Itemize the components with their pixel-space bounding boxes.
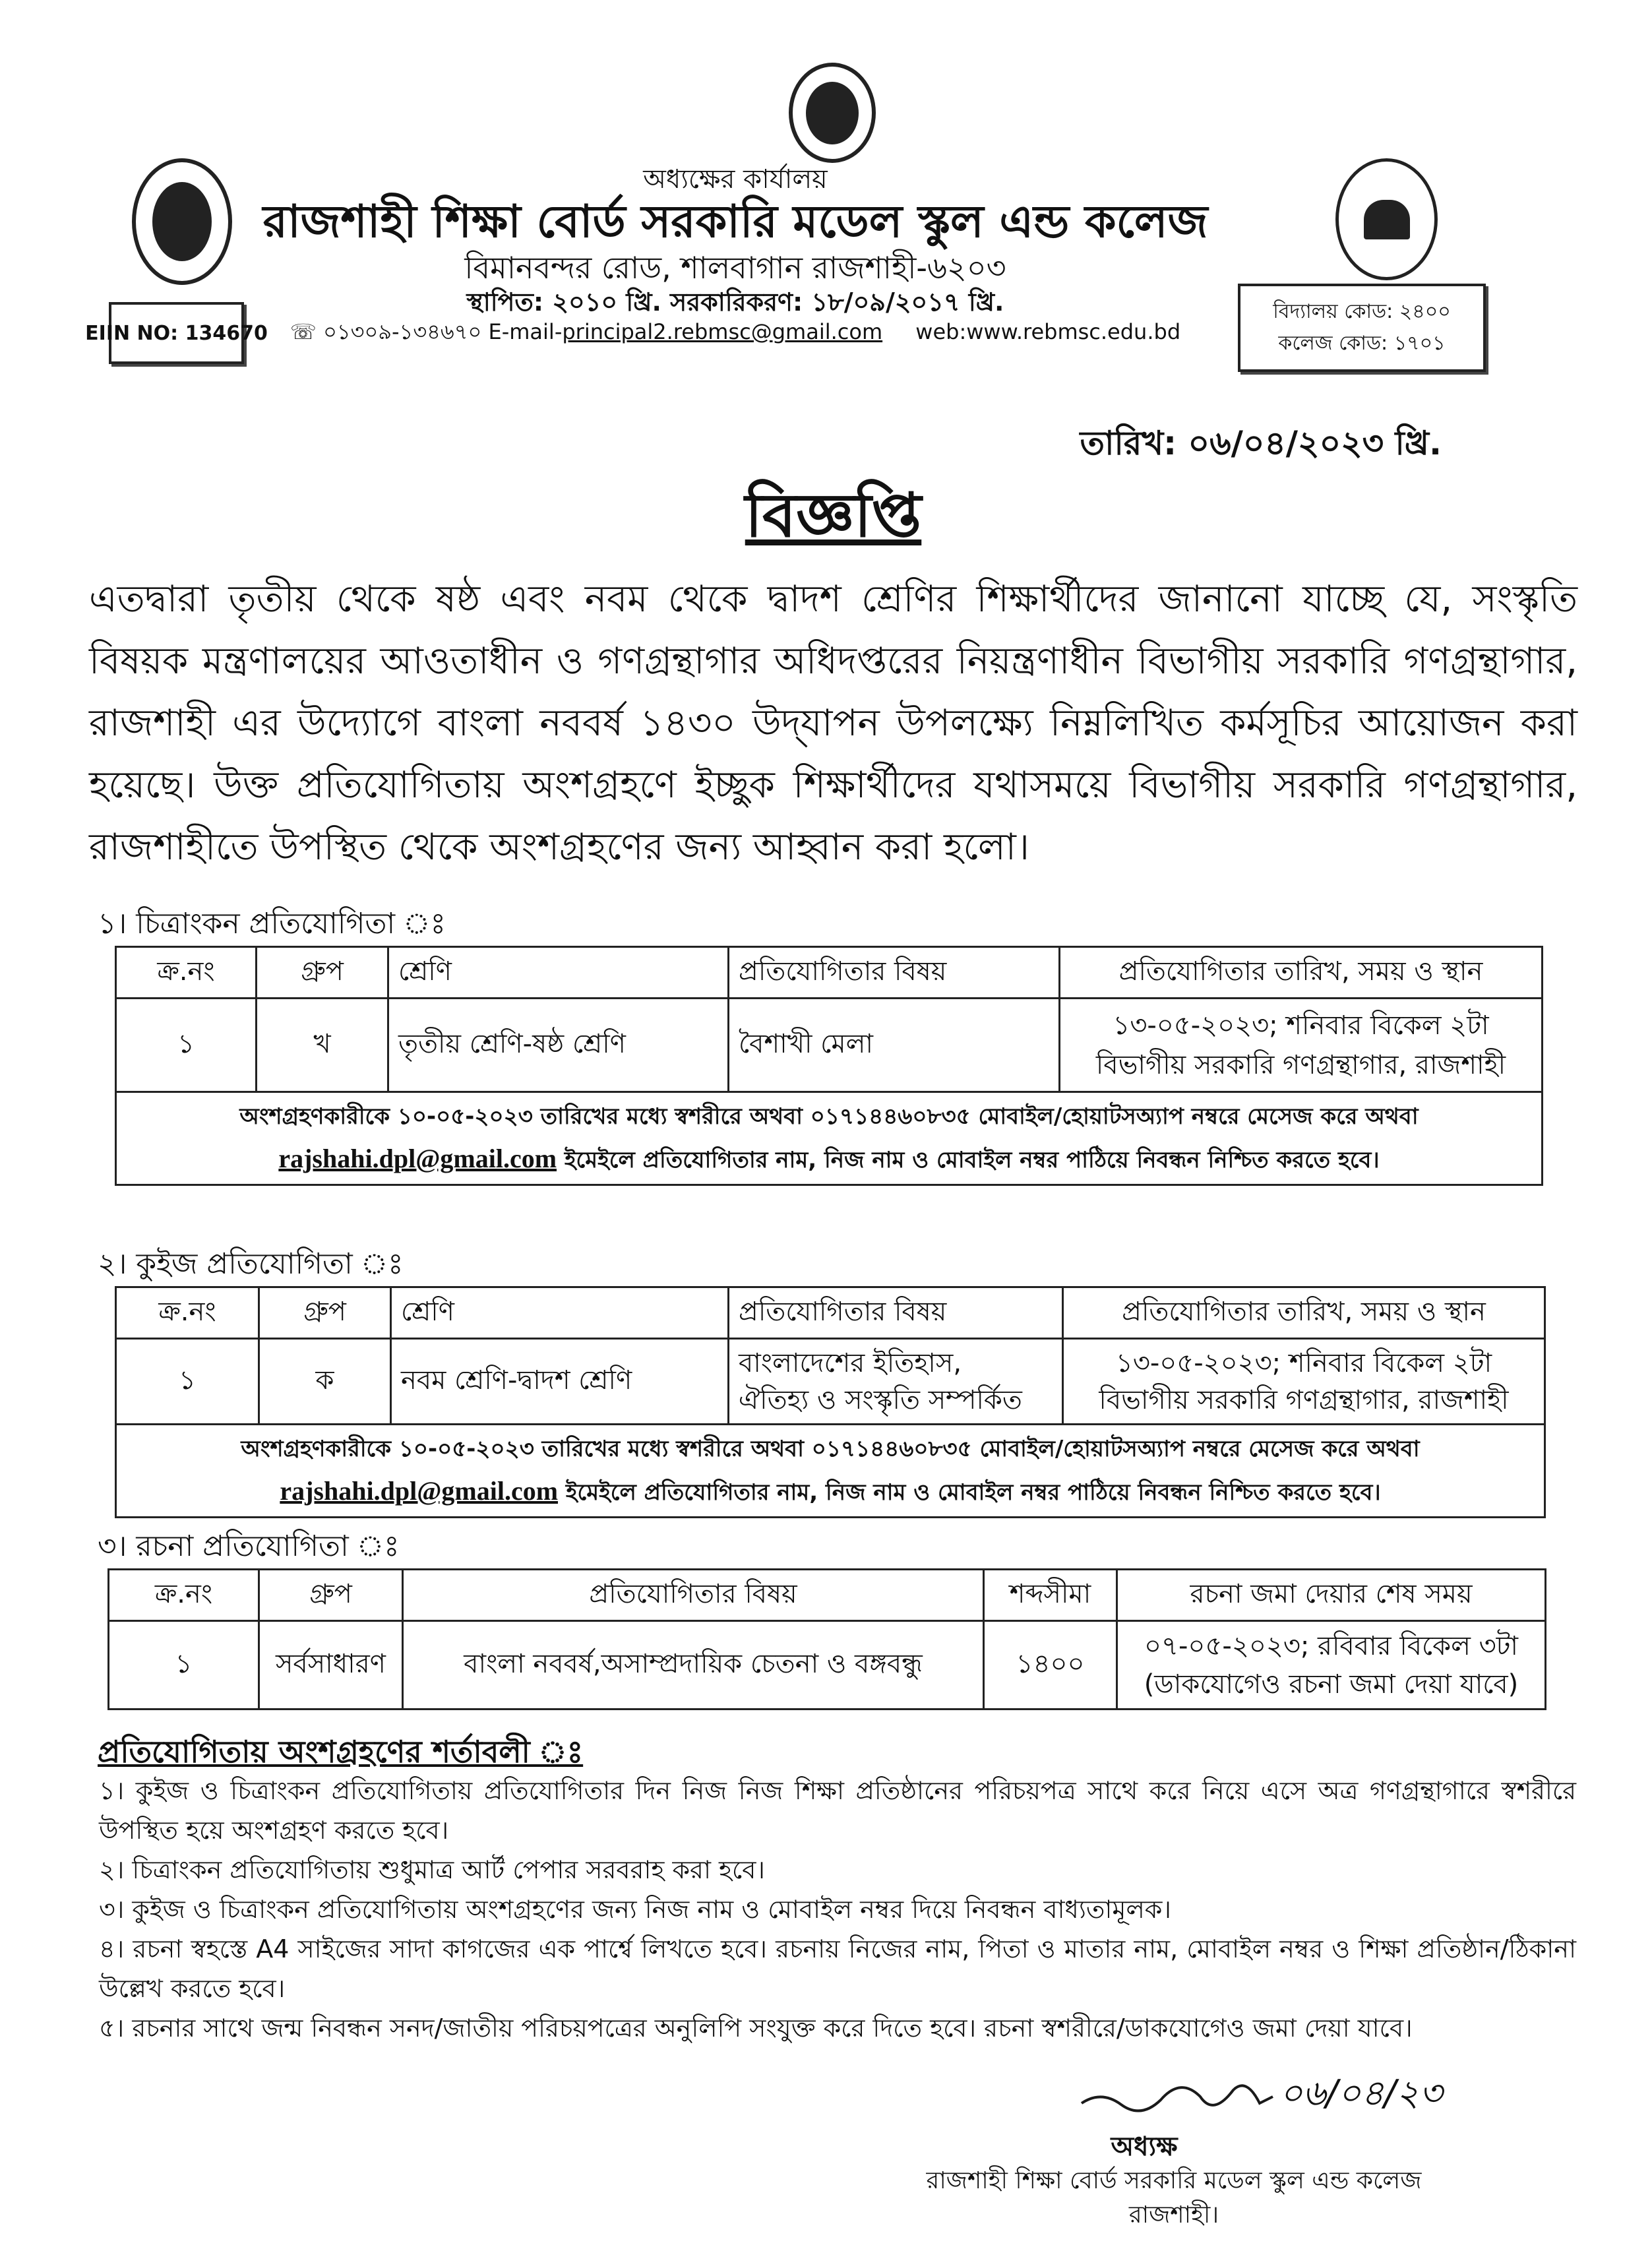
topic: বাংলা নববর্ষ,অসাম্প্রদায়িক চেতনা ও বঙ্গবন্ধু [403, 1621, 984, 1710]
col-topic: প্রতিযোগিতার বিষয় [729, 947, 1060, 999]
notice-content [89, 422, 1577, 2233]
email-label: E-mail- [488, 319, 563, 344]
signature-block [910, 2064, 1442, 2233]
col-serial: ক্র.নং [109, 1570, 259, 1621]
note-line: ইমেইলে প্রতিযোগিতার নাম, নিজ নাম ও মোবাইল নম্বর পাঠিয়ে নিবন্ধন নিশ্চিত করতে হবে। [565, 1479, 1381, 1506]
condition-item: ১। কুইজ ও চিত্রাংকন প্রতিযোগিতায় প্রতিযোগিতার দিন নিজ নিজ শিক্ষা প্রতিষ্ঠানের পরিচয়পত্র সাথে করে নিয়ে এসে অত্র গণগ্রন্থাগারে স্বশরীরে উপস্থিত হয়ে অংশগ্রহণ করতে হবে। [99, 1776, 1576, 1845]
conditions-list [99, 1771, 1576, 2048]
col-topic: প্রতিযোগিতার বিষয় [729, 1287, 1063, 1339]
schedule [1063, 1339, 1545, 1425]
condition-item: ৩। কুইজ ও চিত্রাংকন প্রতিযোগিতায় অংশগ্রহণের জন্য নিজ নাম ও মোবাইল নম্বর দিয়ে নিবন্ধন বাধ্যতামূলক। [99, 1895, 1171, 1924]
section-2-heading: ২। কুইজ প্রতিযোগিতা ঃ [98, 1247, 404, 1281]
education-board-logo-icon [132, 158, 232, 285]
email-link[interactable]: principal2.rebmsc@gmail.com [562, 319, 883, 344]
col-group: গ্রুপ [259, 1570, 403, 1621]
notice-body: এতদ্বারা তৃতীয় থেকে ষষ্ঠ এবং নবম থেকে দ্বাদশ শ্রেণির শিক্ষার্থীদের জানানো যাচ্ছে যে, সংস্কৃতি বিষয়ক মন্ত্রণালয়ের আওতাধীন ও গণগ্রন্থাগার অধিদপ্তরের নিয়ন্ত্রণাধীন বিভাগীয় সরকারি গণগ্রন্থাগার, রাজশাহী এর উদ্যোগে বাংলা নববর্ষ ১৪৩০ উদ্‌যাপন উপলক্ষ্যে নিম্নলিখিত কর্মসূচির আয়োজন করা হয়েছে। উক্ত প্রতিযোগিতায় অংশগ্রহণে ইচ্ছুক শিক্ষার্থীদের যথাসময়ে বিভাগীয় সরকারি গণগ্রন্থাগার, রাজশাহীতে উপস্থিত থেকে অংশগ্রহণের জন্য আহ্বান করা হলো। [89, 578, 1577, 869]
quiz-competition-table [115, 1286, 1546, 1518]
deadline-date: ০৭-০৫-২০২৩; রবিবার বিকেল ৩টা [1144, 1630, 1519, 1661]
signatory-designation: অধ্যক্ষ [1111, 2132, 1178, 2162]
signatory-institution: রাজশাহী শিক্ষা বোর্ড সরকারি মডেল স্কুল এন্ড কলেজ [926, 2167, 1422, 2194]
eiin-number: EIIN NO: 134670 [85, 321, 268, 345]
note-line: ইমেইলে প্রতিযোগিতার নাম, নিজ নাম ও মোবাইল নম্বর পাঠিয়ে নিবন্ধন নিশ্চিত করতে হবে। [564, 1147, 1380, 1173]
col-serial: ক্র.নং [116, 1287, 259, 1339]
deadline-note: (ডাকযোগেও রচনা জমা দেয়া যাবে) [1144, 1669, 1519, 1700]
government-seal-icon [789, 63, 876, 163]
note-email[interactable]: rajshahi.dpl@gmail.com [278, 1144, 557, 1173]
col-schedule: প্রতিযোগিতার তারিখ, সময় ও স্থান [1063, 1287, 1545, 1339]
section-1-heading: ১। চিত্রাংকন প্রতিযোগিতা ঃ [98, 907, 446, 940]
signature-date: ০৬/০৪/২৩ [1279, 2072, 1442, 2114]
condition-item: ৫। রচনার সাথে জন্ম নিবন্ধন সনদ/জাতীয় পরিচয়পত্রের অনুলিপি সংযুক্ত করে দিতে হবে। রচনা স্বশরীরে/ডাকযোগেও জমা দেয়া যাবে। [99, 2014, 1413, 2043]
college-code: কলেজ কোড: ১৭০১ [1278, 332, 1446, 355]
schedule-venue: বিভাগীয় সরকারি গণগ্রন্থাগার, রাজশাহী [1099, 1384, 1509, 1415]
topic [729, 1339, 1063, 1425]
col-class: শ্রেণি [391, 1287, 729, 1339]
code-box [1238, 284, 1486, 372]
section-3-heading: ৩। রচনা প্রতিযোগিতা ঃ [98, 1529, 400, 1563]
word-limit: ১৪০০ [984, 1621, 1117, 1710]
topic-line: ঐতিহ্য ও সংস্কৃতি সম্পর্কিত [739, 1384, 1022, 1415]
condition-item: ৪। রচনা স্বহস্তে A4 সাইজের সাদা কাগজের এক পার্শ্বে লিখতে হবে। রচনায় নিজের নাম, পিতা ও মাতার নাম, মোবাইল নম্বর ও শিক্ষা প্রতিষ্ঠান/ঠিকানা উল্লেখ করতে হবে। [99, 1934, 1576, 2003]
col-class: শ্রেণি [388, 947, 729, 999]
schedule [1060, 999, 1543, 1092]
serial: ১ [109, 1621, 259, 1710]
col-schedule: প্রতিযোগিতার তারিখ, সময় ও স্থান [1060, 947, 1543, 999]
letterhead [244, 164, 1227, 346]
phone-icon: ☏ [290, 319, 324, 344]
serial: ১ [116, 999, 257, 1092]
essay-competition-table [107, 1568, 1546, 1710]
class: তৃতীয় শ্রেণি-ষষ্ঠ শ্রেণি [388, 999, 729, 1092]
notice-date: তারিখ: ০৬/০৪/২০২৩ খ্রি. [1080, 424, 1442, 462]
deadline [1117, 1621, 1546, 1710]
schedule-venue: বিভাগীয় সরকারি গণগ্রন্থাগার, রাজশাহী [1095, 1049, 1506, 1080]
class: নবম শ্রেণি-দ্বাদশ শ্রেণি [391, 1339, 729, 1425]
established: স্থাপিত: ২০১০ খ্রি. সরকারিকরণ: ১৮/০৯/২০১৭ খ্রি. [466, 288, 1004, 317]
notice-title: বিজ্ঞপ্তি [745, 480, 922, 551]
col-word-limit: শব্দসীমা [984, 1570, 1117, 1621]
school-code: বিদ্যালয় কোড: ২৪০০ [1273, 300, 1451, 323]
school-logo-icon [1335, 158, 1438, 280]
col-topic: প্রতিযোগিতার বিষয় [403, 1570, 984, 1621]
phone: ০১৩০৯-১৩৪৬৭০ [323, 319, 482, 344]
registration-note [116, 1425, 1545, 1518]
group: ক [259, 1339, 391, 1425]
schedule-date: ১৩-০৫-২০২৩; শনিবার বিকেল ২টা [1115, 1347, 1492, 1378]
registration-note [116, 1092, 1543, 1185]
group: সর্বসাধারণ [259, 1621, 403, 1710]
col-serial: ক্র.নং [116, 947, 257, 999]
schedule-date: ১৩-০৫-২০২৩; শনিবার বিকেল ২টা [1113, 1010, 1489, 1041]
table-row [116, 1339, 1545, 1425]
office-label: অধ্যক্ষের কার্যালয় [643, 164, 828, 195]
institution-name: রাজশাহী শিক্ষা বোর্ড সরকারি মডেল স্কুল এন্ড কলেজ [262, 196, 1208, 248]
eiin-box [85, 302, 268, 364]
topic-line: বাংলাদেশের ইতিহাস, [739, 1347, 962, 1378]
website[interactable]: web:www.rebmsc.edu.bd [915, 319, 1181, 344]
signature-area [910, 2064, 1442, 2130]
serial: ১ [116, 1339, 259, 1425]
topic: বৈশাখী মেলা [729, 999, 1060, 1092]
table-row [116, 999, 1543, 1092]
address: বিমানবন্দর রোড, শালবাগান রাজশাহী-৬২০৩ [464, 250, 1006, 286]
drawing-competition-table [115, 946, 1543, 1186]
signatory-city: রাজশাহী। [1128, 2202, 1219, 2229]
group: খ [257, 999, 388, 1092]
conditions-heading: প্রতিযোগিতায় অংশগ্রহণের শর্তাবলী ঃ [98, 1734, 584, 1770]
col-deadline: রচনা জমা দেয়ার শেষ সময় [1117, 1570, 1546, 1621]
col-group: গ্রুপ [257, 947, 388, 999]
contact-line [244, 318, 1227, 346]
note-email[interactable]: rajshahi.dpl@gmail.com [280, 1476, 559, 1506]
condition-item: ২। চিত্রাংকন প্রতিযোগিতায় শুধুমাত্র আর্ট পেপার সরবরাহ করা হবে। [99, 1855, 766, 1884]
table-row [109, 1621, 1546, 1710]
note-line: অংশগ্রহণকারীকে ১০-০৫-২০২৩ তারিখের মধ্যে স্বশরীরে অথবা ০১৭১৪৪৬০৮৩৫ মোবাইল/হোয়াটসঅ্যাপ নম্বরে মেসেজ করে অথবা [239, 1103, 1419, 1130]
note-line: অংশগ্রহণকারীকে ১০-০৫-২০২৩ তারিখের মধ্যে স্বশরীরে অথবা ০১৭১৪৪৬০৮৩৫ মোবাইল/হোয়াটসঅ্যাপ নম্বরে মেসেজ করে অথবা [241, 1436, 1420, 1462]
col-group: গ্রুপ [259, 1287, 391, 1339]
signature-icon [1075, 2070, 1279, 2130]
